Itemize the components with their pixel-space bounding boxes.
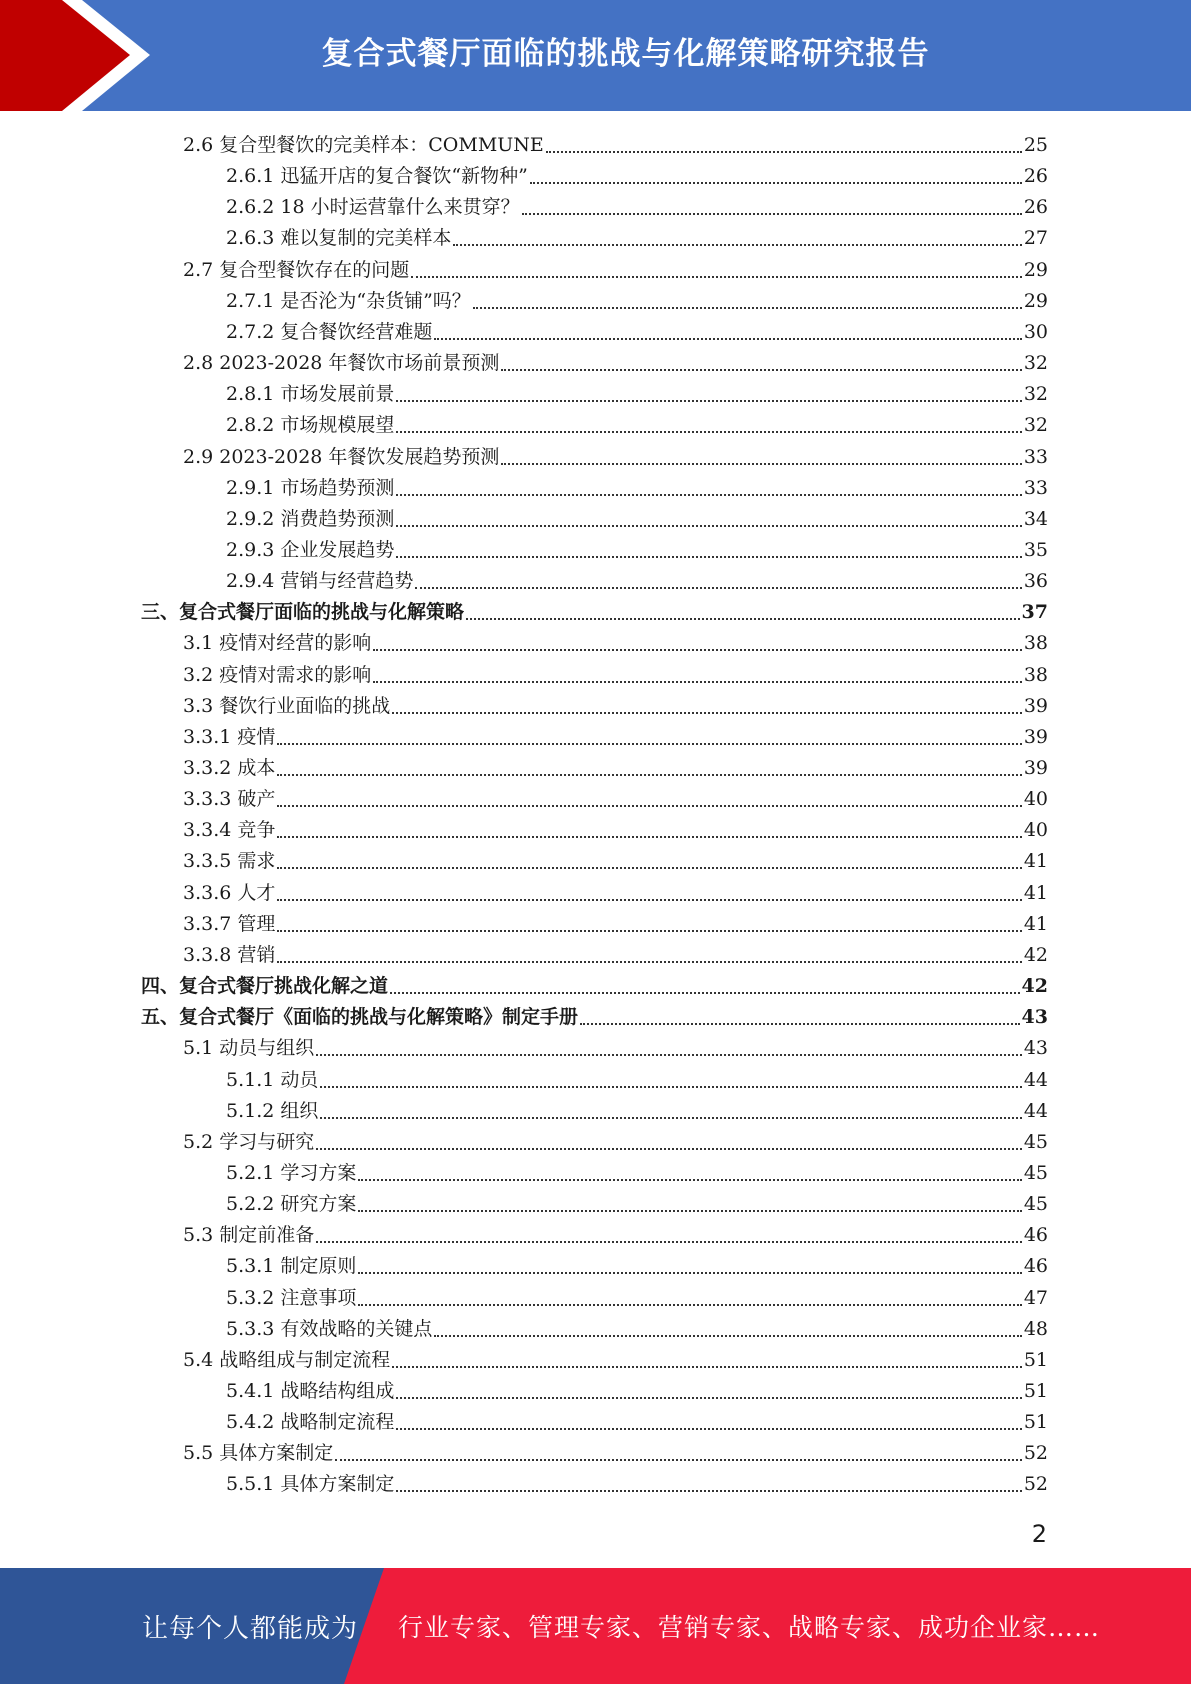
- toc-entry[interactable]: [226, 1281, 1048, 1312]
- toc-entry-label: 2.6.2 18 小时运营靠什么来贯穿？: [226, 196, 520, 219]
- toc-entry-label: 3.3.5 需求: [183, 850, 276, 873]
- toc-entry-label: 2.6 复合型餐饮的完美样本：COMMUNE: [183, 134, 544, 156]
- toc-entry-page: 43: [1023, 1037, 1048, 1060]
- toc-entry-page: 41: [1023, 912, 1048, 935]
- toc-dot-leader: [320, 1086, 1021, 1088]
- toc-entry-label: 5.4 战略组成与制定流程: [183, 1348, 391, 1371]
- toc-entry[interactable]: [183, 626, 1048, 657]
- toc-entry-label: 五、复合式餐厅《面临的挑战与化解策略》制定手册: [141, 1006, 579, 1029]
- toc-entry-page: 40: [1023, 819, 1048, 842]
- toc-entry-page: 39: [1023, 725, 1048, 748]
- toc-entry-page: 32: [1023, 414, 1048, 437]
- toc-dot-leader: [390, 992, 1020, 994]
- toc-entry[interactable]: [183, 1343, 1048, 1374]
- header-band: [0, 0, 1191, 111]
- toc-entry-label: 2.7.2 复合餐饮经营难题: [226, 320, 433, 343]
- toc-entry-page: 34: [1023, 507, 1048, 530]
- report-title: 复合式餐厅面临的挑战与化解策略研究报告: [321, 35, 930, 72]
- toc-entry[interactable]: [183, 346, 1048, 377]
- toc-dot-leader: [396, 525, 1021, 527]
- toc-dot-leader: [335, 1459, 1022, 1461]
- toc-entry-page: 35: [1023, 538, 1048, 561]
- toc-entry[interactable]: [226, 1156, 1048, 1187]
- toc-entry-label: 3.3.6 人才: [183, 881, 276, 904]
- toc-dot-leader: [522, 213, 1022, 215]
- toc-entry-label: 5.1.2 组织: [226, 1099, 319, 1122]
- toc-entry-label: 三、复合式餐厅面临的挑战与化解策略: [141, 601, 465, 624]
- toc-entry-label: 2.7.1 是否沦为“杂货铺”吗？: [226, 289, 471, 312]
- toc-entry-page: 38: [1023, 632, 1048, 655]
- toc-entry-label: 2.9.2 消费趋势预测: [226, 507, 395, 530]
- toc-dot-leader: [277, 899, 1021, 901]
- toc-dot-leader: [373, 649, 1022, 651]
- toc-dot-leader: [396, 494, 1021, 496]
- toc-entry-label: 2.8 2023-2028 年餐饮市场前景预测: [183, 352, 500, 375]
- toc-entry-page: 33: [1023, 445, 1048, 468]
- toc-dot-leader: [277, 867, 1021, 869]
- toc-dot-leader: [501, 369, 1021, 371]
- toc-entry-page: 46: [1023, 1224, 1048, 1247]
- toc-entry-page: 25: [1023, 134, 1048, 156]
- toc-entry-label: 2.6.1 迅猛开店的复合餐饮“新物种”: [226, 165, 528, 188]
- toc-entry-label: 四、复合式餐厅挑战化解之道: [141, 975, 389, 998]
- toc-dot-leader: [392, 712, 1022, 714]
- toc-dot-leader: [277, 930, 1021, 932]
- toc-entry[interactable]: [226, 1374, 1048, 1405]
- footer-slogan-right: 行业专家、管理专家、营销专家、战略专家、成功企业家……: [398, 1613, 1101, 1642]
- toc-entry-page: 41: [1023, 850, 1048, 873]
- toc-entry-label: 2.9 2023-2028 年餐饮发展趋势预测: [183, 445, 500, 468]
- page-number: 2: [1031, 1520, 1047, 1548]
- toc-entry-label: 3.3.1 疫情: [183, 725, 276, 748]
- toc-entry-page: 42: [1023, 943, 1048, 966]
- toc-entry[interactable]: [183, 1031, 1048, 1062]
- toc-dot-leader: [392, 1366, 1022, 1368]
- toc-entry-page: 46: [1023, 1255, 1048, 1278]
- toc-entry-label: 3.2 疫情对需求的影响: [183, 663, 372, 686]
- toc-entry-label: 3.3.4 竞争: [183, 819, 276, 842]
- toc-entry[interactable]: [226, 221, 1048, 252]
- toc-entry[interactable]: [226, 1467, 1048, 1498]
- toc-dot-leader: [473, 307, 1022, 309]
- toc-entry-page: 44: [1023, 1068, 1048, 1091]
- toc-entry[interactable]: [141, 969, 1048, 1000]
- toc-dot-leader: [396, 1428, 1021, 1430]
- toc-dot-leader: [546, 151, 1022, 153]
- toc-dot-leader: [396, 1490, 1021, 1492]
- toc-entry-page: 33: [1023, 476, 1048, 499]
- toc-entry[interactable]: [226, 1094, 1048, 1125]
- toc-entry-label: 3.1 疫情对经营的影响: [183, 632, 372, 655]
- toc-dot-leader: [466, 618, 1020, 620]
- toc-entry-label: 2.9.4 营销与经营趋势: [226, 570, 414, 593]
- toc-entry-label: 2.7 复合型餐饮存在的问题: [183, 258, 410, 281]
- toc-entry-label: 5.1.1 动员: [226, 1068, 319, 1091]
- toc-entry-label: 5.3.3 有效战略的关键点: [226, 1317, 433, 1340]
- toc-entry[interactable]: [183, 440, 1048, 471]
- toc-entry-page: 39: [1023, 757, 1048, 779]
- toc-dot-leader: [277, 743, 1021, 745]
- toc-entry-page: 29: [1023, 289, 1048, 312]
- toc-entry-label: 2.8.2 市场规模展望: [226, 414, 395, 437]
- toc-entry-label: 3.3.8 营销: [183, 943, 276, 966]
- toc-dot-leader: [396, 400, 1021, 402]
- toc-dot-leader: [580, 1023, 1020, 1025]
- toc-dot-leader: [396, 1397, 1021, 1399]
- toc-entry-page: 45: [1023, 1130, 1048, 1153]
- toc-entry-label: 2.9.1 市场趋势预测: [226, 476, 395, 499]
- toc-entry-label: 5.3.2 注意事项: [226, 1286, 357, 1309]
- toc-entry[interactable]: [183, 751, 1048, 782]
- toc-dot-leader: [434, 338, 1021, 340]
- toc-entry[interactable]: [226, 471, 1048, 502]
- toc-dot-leader: [373, 681, 1022, 683]
- toc-dot-leader: [277, 805, 1021, 807]
- toc-entry-page: 32: [1023, 352, 1048, 375]
- toc-entry-page: 32: [1023, 383, 1048, 406]
- toc-dot-leader: [396, 431, 1021, 433]
- toc-entry-page: 39: [1023, 694, 1048, 717]
- toc-entry[interactable]: [226, 408, 1048, 439]
- toc-entry[interactable]: [226, 377, 1048, 408]
- toc-entry-label: 3.3 餐饮行业面临的挑战: [183, 694, 391, 717]
- toc-entry-label: 5.5.1 具体方案制定: [226, 1473, 395, 1496]
- toc-entry[interactable]: [226, 1312, 1048, 1343]
- toc-entry-page: 47: [1023, 1286, 1048, 1309]
- toc-dot-leader: [530, 182, 1022, 184]
- toc-entry-page: 38: [1023, 663, 1048, 686]
- footer-slogan-left: 让每个人都能成为: [142, 1613, 359, 1644]
- toc-dot-leader: [453, 244, 1021, 246]
- toc-entry-label: 5.2.2 研究方案: [226, 1193, 357, 1216]
- toc-dot-leader: [277, 836, 1021, 838]
- toc-dot-leader: [277, 961, 1021, 963]
- toc-entry-page: 45: [1023, 1161, 1048, 1184]
- toc-entry-page: 36: [1023, 570, 1048, 593]
- toc-entry-label: 2.8.1 市场发展前景: [226, 383, 395, 406]
- toc-entry-page: 29: [1023, 258, 1048, 281]
- toc-entry-page: 45: [1023, 1193, 1048, 1216]
- toc-entry-label: 5.5 具体方案制定: [183, 1442, 334, 1465]
- toc-entry-label: 2.6.3 难以复制的完美样本: [226, 227, 452, 250]
- toc-entry[interactable]: [183, 658, 1048, 689]
- toc-entry-label: 5.2 学习与研究: [183, 1130, 315, 1153]
- toc-entry-page: 42: [1021, 975, 1048, 998]
- toc-dot-leader: [316, 1148, 1022, 1150]
- toc-entry-page: 48: [1023, 1317, 1048, 1340]
- toc-entry-page: 52: [1023, 1473, 1048, 1496]
- toc-dot-leader: [358, 1272, 1021, 1274]
- toc-entry-label: 5.4.2 战略制定流程: [226, 1411, 395, 1434]
- toc-entry-page: 51: [1023, 1348, 1048, 1371]
- toc-entry-page: 40: [1023, 788, 1048, 811]
- toc-entry-label: 5.1 动员与组织: [183, 1037, 315, 1060]
- toc-entry[interactable]: [183, 844, 1048, 875]
- toc-entry-label: 5.2.1 学习方案: [226, 1161, 357, 1184]
- toc-dot-leader: [358, 1179, 1021, 1181]
- toc-entry-page: 43: [1021, 1006, 1048, 1029]
- toc-entry-label: 2.9.3 企业发展趋势: [226, 538, 395, 561]
- toc-entry[interactable]: [183, 1218, 1048, 1249]
- toc-entry[interactable]: [141, 1000, 1048, 1031]
- toc-dot-leader: [358, 1304, 1021, 1306]
- toc-entry-page: 27: [1023, 227, 1048, 250]
- toc-entry[interactable]: [226, 1249, 1048, 1280]
- toc-entry[interactable]: [226, 1063, 1048, 1094]
- toc-entry[interactable]: [183, 128, 1048, 159]
- toc-entry-page: 52: [1023, 1442, 1048, 1465]
- toc-entry[interactable]: [226, 315, 1048, 346]
- toc-entry-page: 26: [1023, 196, 1048, 219]
- toc-entry[interactable]: [226, 284, 1048, 315]
- footer-band: [0, 1568, 1191, 1684]
- toc-dot-leader: [277, 774, 1021, 776]
- toc-entry[interactable]: [183, 876, 1048, 907]
- toc-entry[interactable]: [226, 1187, 1048, 1218]
- toc-entry[interactable]: [226, 502, 1048, 533]
- toc-entry-label: 3.3.3 破产: [183, 788, 276, 811]
- toc-dot-leader: [358, 1210, 1021, 1212]
- toc-entry[interactable]: [226, 190, 1048, 221]
- toc-entry[interactable]: [183, 253, 1048, 284]
- toc-dot-leader: [316, 1241, 1022, 1243]
- toc-entry[interactable]: [183, 689, 1048, 720]
- toc-entry-page: 37: [1021, 601, 1048, 624]
- toc-dot-leader: [434, 1335, 1021, 1337]
- toc-entry-label: 5.4.1 战略结构组成: [226, 1380, 395, 1402]
- toc-entry[interactable]: [226, 159, 1048, 190]
- toc-entry-page: 44: [1023, 1099, 1048, 1122]
- toc-entry-page: 41: [1023, 881, 1048, 904]
- toc-entry[interactable]: [183, 907, 1048, 938]
- toc-entry[interactable]: [226, 533, 1048, 564]
- toc-entry[interactable]: [183, 720, 1048, 751]
- toc-entry-page: 26: [1023, 165, 1048, 188]
- toc-entry[interactable]: [141, 595, 1048, 626]
- toc-entry[interactable]: [183, 813, 1048, 844]
- toc-entry[interactable]: [183, 1436, 1048, 1467]
- toc-entry[interactable]: [183, 1125, 1048, 1156]
- toc-entry-page: 51: [1023, 1411, 1048, 1434]
- toc-dot-leader: [396, 556, 1021, 558]
- toc-dot-leader: [415, 587, 1021, 589]
- toc-entry[interactable]: [226, 564, 1048, 595]
- toc-entry-page: 30: [1023, 320, 1048, 343]
- toc-entry-label: 3.3.2 成本: [183, 757, 276, 779]
- toc-entry[interactable]: [183, 938, 1048, 969]
- toc-dot-leader: [316, 1054, 1022, 1056]
- toc-entry[interactable]: [226, 1405, 1048, 1436]
- toc-entry-label: 5.3 制定前准备: [183, 1224, 315, 1247]
- toc-entry[interactable]: [183, 782, 1048, 813]
- toc-dot-leader: [501, 463, 1021, 465]
- toc-dot-leader: [411, 276, 1022, 278]
- toc-dot-leader: [320, 1117, 1021, 1119]
- toc-entry-label: 3.3.7 管理: [183, 912, 276, 935]
- toc-entry-page: 51: [1023, 1380, 1048, 1402]
- toc-entry-label: 5.3.1 制定原则: [226, 1255, 357, 1278]
